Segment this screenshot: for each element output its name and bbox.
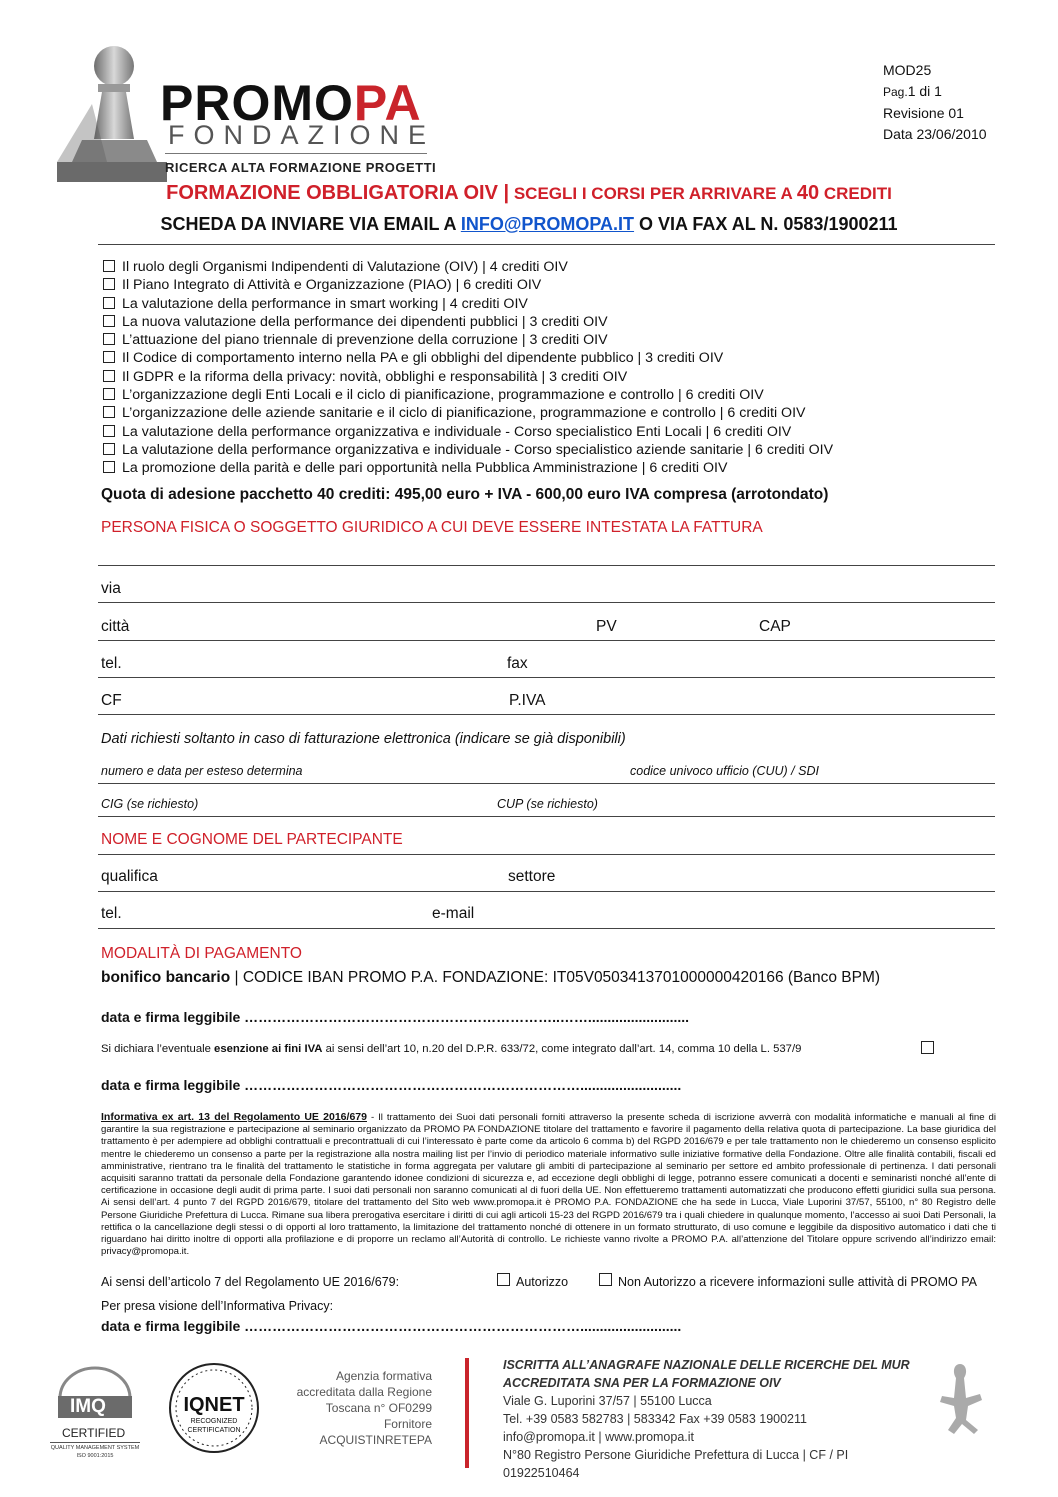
- checkbox[interactable]: [103, 425, 115, 437]
- brand-subtitle: FONDAZIONE: [168, 120, 436, 150]
- imq-iso: ISO 9001:2015: [76, 1453, 114, 1459]
- iva-exemption-text: Si dichiara l’eventuale esenzione ai fini IVA ai sensi dell’art 10, n.20 del D.P.R. 633/72, come integrato dall’art. 14, comma 10 della L. 537/9: [101, 1043, 802, 1055]
- participant-field[interactable]: [98, 854, 995, 855]
- invoice-heading: PERSONA FISICA O SOGGETTO GIURIDICO A CUI DEVE ESSERE INTESTATA LA FATTURA: [101, 519, 763, 536]
- cf-field[interactable]: [98, 714, 995, 715]
- gecko-icon: [930, 1358, 990, 1448]
- course-item[interactable]: L’organizzazione degli Enti Locali e il ciclo di pianificazione, programmazione e controllo | 6 crediti OIV: [103, 386, 833, 404]
- payment-method: bonifico bancario | CODICE IBAN PROMO P.A. FONDAZIONE: IT05V0503413701000000420166 (Banco BPM): [101, 969, 881, 986]
- course-item[interactable]: L’attuazione del piano triennale di prevenzione della corruzione | 3 crediti OIV: [103, 331, 833, 349]
- imq-certified-logo: [50, 1358, 140, 1468]
- cuu-label: codice univoco ufficio (CUU) / SDI: [630, 764, 819, 778]
- course-item[interactable]: Il Codice di comportamento interno nella PA e gli obblighi del dipendente pubblico | 3 crediti OIV: [103, 349, 833, 367]
- course-item[interactable]: La valutazione della performance in smart working | 4 crediti OIV: [103, 295, 833, 313]
- settore-label: settore: [508, 868, 556, 885]
- checkbox[interactable]: [103, 278, 115, 290]
- foundation-contacts: ISCRITTA ALL’ANAGRAFE NAZIONALE DELLE RICERCHE DEL MUR ACCREDITATA SNA PER LA FORMAZIONE OIV Viale G. Luporini 37/57 | 55100 Lucca Tel. +39 0583 582783 | 583342 Fax +39 0583 1900211 info@promopa.it | www.promopa.it N°80 Registro Persone Giuridiche Prefettura di Lucca | CF / PI 01922510464: [503, 1358, 910, 1480]
- imq-certified-text: CERTIFIED: [62, 1426, 126, 1440]
- cig-field[interactable]: [98, 816, 995, 817]
- imq-text: IMQ: [70, 1396, 106, 1417]
- checkbox[interactable]: [103, 406, 115, 418]
- brand-name: PROMOPA: [160, 75, 422, 131]
- tel-label: tel.: [101, 655, 122, 672]
- cap-label: CAP: [759, 618, 791, 635]
- citta-field[interactable]: [98, 640, 995, 641]
- presa-visione-label: Per presa visione dell’Informativa Privacy:: [101, 1299, 334, 1313]
- course-list: [103, 258, 833, 478]
- email-field[interactable]: [98, 928, 995, 929]
- signature-line[interactable]: data e firma leggibile ………………………………………………………………..........................: [101, 1077, 682, 1093]
- signature-line[interactable]: data e firma leggibile …………………………………………………………..……..........................: [101, 1009, 690, 1025]
- email-label: e-mail: [432, 905, 475, 922]
- determina-label: numero e data per esteso determina: [101, 764, 303, 778]
- agency-info: Agenzia formativa accreditata dalla Regione Toscana n° OF0299 Fornitore ACQUISTINRETEPA: [296, 1369, 432, 1447]
- cig-label: CIG (se richiesto): [101, 797, 199, 811]
- pv-label: PV: [596, 618, 617, 635]
- qualifica-label: qualifica: [101, 868, 158, 885]
- checkbox[interactable]: [103, 260, 115, 272]
- pawn-statue-icon: [52, 44, 172, 184]
- non-autorizzo-checkbox[interactable]: [599, 1273, 612, 1286]
- course-item[interactable]: La promozione della parità e delle pari opportunità nella Pubblica Amministrazione | 6 crediti OIV: [103, 459, 833, 477]
- footer-divider: [465, 1358, 469, 1468]
- doc-revision: Revisione 01: [883, 105, 964, 121]
- privacy-notice: Informativa ex art. 13 del Regolamento UE 2016/679 - Il trattamento dei Suoi dati personali forniti attraverso la presente scheda di iscrizione avverrà con modalità informatiche e manuali al fine di garantire la sua registrazione e partecipazione al seminario organizzato da PROMO PA FONDAZIONE titolare del trattamento e favorire il pagamento della relativa quota di partecipazione. La base giuridica del trattamento è per adempiere ad obblighi contrattuali e precontrattuali di cui l’interessato è parte come da articolo 6 comma b) del RGPD 2016/679 e per tale trattamento non le chiederemo un consenso esplicito mentre le chiederemo un consenso a parte per la registrazione alla nostra mailing list per l’invio di periodico materiale informativo sulle iniziative formative della Fondazione. Oltre alle finalità contabili, fiscali ed amministrative, rientrano tra le finalità del trattamento le statistiche in forma aggregata per valutare gli ambiti di partecipazione al seminario per settore ed ambito professionale di pertinenza. I dati personali acquisiti saranno trattati da personale della Fondazione garantendo idonee condizioni di sicurezza e, ad eccezione degli obblighi di legge, potranno essere comunicati a docenti e seminaristi nonché all’ente di certificazione in occasione degli audit di prima parte. I suoi dati personali non saranno comunicati al di fuori della UE. Non effettueremo trattamenti automatizzati che producono effetti giuridici sulla sua persona. Ai sensi dell’art. 4 punto 7 del RGPD 2016/679, titolare del trattamento del Sito web www.promopa.it è PROMO P.A. FONDAZIONE che ha sede in Lucca, Viale Luporini 37/57, 55100, n° 80 Registro delle Persone Giuridiche Prefettura di Lucca. Rimane sua libera prerogativa esercitare i diritti di cui agli articoli 15-23 del RGPD 2016/679 tra i quali chiedere in qualunque momento, l’accesso ai suoi Dati Personali, la rettifica o la cancellazione degli stessi o di opporti al loro trattamento, la limitazione del trattamento nonché di ottenere in un formato strutturato, di uso comune e leggibile da dispositivo automatico i dati che ti riguardano hai diritto inoltre di opporti alla profilazione e di proporre un reclamo all’Autorità di controllo. Le richieste vanno rivolte a PROMO P.A. all’attenzione del Titolare oppure scrivendo all’indirizzo email: privacy@promopa.it.: [101, 1111, 996, 1258]
- course-item[interactable]: La nuova valutazione della performance dei dipendenti pubblici | 3 crediti OIV: [103, 313, 833, 331]
- doc-date: Data 23/06/2010: [883, 126, 987, 142]
- iqnet-sub1: RECOGNIZED: [190, 1418, 238, 1425]
- title-divider: [98, 244, 995, 245]
- participant-heading: NOME E COGNOME DEL PARTECIPANTE: [101, 831, 403, 848]
- course-item[interactable]: Il Piano Integrato di Attività e Organizzazione (PIAO) | 6 crediti OIV: [103, 276, 833, 294]
- checkbox[interactable]: [103, 370, 115, 382]
- brand-tagline: RICERCA ALTA FORMAZIONE PROGETTI: [165, 160, 437, 175]
- autorizzo-checkbox[interactable]: [497, 1273, 510, 1286]
- course-item[interactable]: Il GDPR e la riforma della privacy: novità, obblighi e responsabilità | 3 crediti OIV: [103, 368, 833, 386]
- iqnet-logo: [168, 1362, 260, 1454]
- participant-tel-label: tel.: [101, 905, 122, 922]
- cf-label: CF: [101, 692, 122, 709]
- brand-divider: [165, 153, 427, 154]
- checkbox[interactable]: [103, 443, 115, 455]
- citta-label: città: [101, 618, 130, 635]
- page-title: FORMAZIONE OBBLIGATORIA OIV | SCEGLI I CORSI PER ARRIVARE A 40 CREDITI: [166, 182, 892, 204]
- iva-exemption-checkbox[interactable]: [921, 1041, 934, 1054]
- field-line: [98, 565, 995, 566]
- einvoice-note: Dati richiesti soltanto in caso di fatturazione elettronica (indicare se già disponibili): [101, 731, 626, 747]
- course-item[interactable]: La valutazione della performance organizzativa e individuale - Corso specialistico Enti Locali | 6 crediti OIV: [103, 423, 833, 441]
- via-field[interactable]: [98, 602, 995, 603]
- checkbox[interactable]: [103, 388, 115, 400]
- doc-page: Pag.1 di 1: [883, 83, 942, 99]
- payment-heading: MODALITÀ DI PAGAMENTO: [101, 945, 302, 962]
- checkbox[interactable]: [103, 461, 115, 473]
- imq-divider: [50, 1442, 140, 1443]
- signature-line[interactable]: data e firma leggibile ………………………………………………………………..........................: [101, 1318, 682, 1334]
- document-meta: [883, 60, 987, 145]
- checkbox[interactable]: [103, 315, 115, 327]
- consent-label: Ai sensi dell’articolo 7 del Regolamento UE 2016/679:: [101, 1275, 400, 1289]
- iqnet-text: IQNET: [183, 1394, 245, 1416]
- page-subtitle: SCHEDA DA INVIARE VIA EMAIL A INFO@PROMOPA.IT O VIA FAX AL N. 0583/1900211: [160, 214, 898, 234]
- non-autorizzo-label: Non Autorizzo a ricevere informazioni sulle attività di PROMO PA: [618, 1275, 977, 1289]
- piva-label: P.IVA: [509, 692, 546, 709]
- package-price: Quota di adesione pacchetto 40 crediti: 495,00 euro + IVA - 600,00 euro IVA compresa (arrotondato): [101, 486, 829, 503]
- checkbox[interactable]: [103, 297, 115, 309]
- imq-small: QUALITY MANAGEMENT SYSTEM: [50, 1445, 140, 1451]
- tel-field[interactable]: [98, 677, 995, 678]
- cup-label: CUP (se richiesto): [497, 797, 598, 811]
- course-item[interactable]: Il ruolo degli Organismi Indipendenti di Valutazione (OIV) | 4 crediti OIV: [103, 258, 833, 276]
- via-label: via: [101, 580, 121, 597]
- email-link[interactable]: INFO@PROMOPA.IT: [460, 214, 635, 234]
- checkbox[interactable]: [103, 333, 115, 345]
- course-item[interactable]: L’organizzazione delle aziende sanitarie e il ciclo di pianificazione, programmazione e controllo | 6 crediti OIV: [103, 404, 833, 422]
- determina-field[interactable]: [98, 783, 995, 784]
- checkbox[interactable]: [103, 351, 115, 363]
- course-item[interactable]: La valutazione della performance organizzativa e individuale - Corso specialistico aziende sanitarie | 6 crediti OIV: [103, 441, 833, 459]
- autorizzo-label: Autorizzo: [516, 1275, 569, 1289]
- iqnet-sub2: CERTIFICATION: [187, 1427, 241, 1434]
- doc-code: MOD25: [883, 62, 932, 78]
- qualifica-field[interactable]: [98, 891, 995, 892]
- fax-label: fax: [507, 655, 528, 672]
